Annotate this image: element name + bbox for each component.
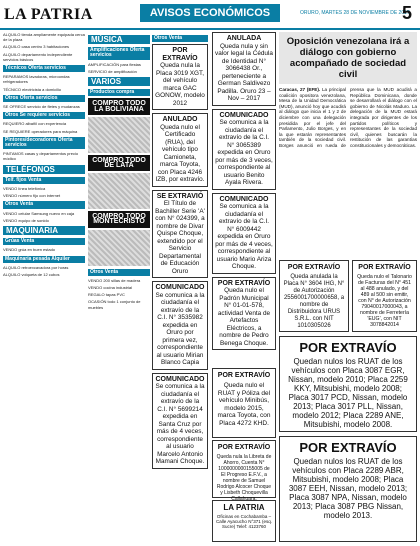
notice-box xyxy=(212,368,276,438)
list-item: ALQUILO volqueta de 12 cubos xyxy=(3,272,60,278)
section-title: AVISOS ECONÓMICOS xyxy=(140,4,280,22)
notice-text: Se comunica a la ciudadanía el extravío de la C.I. N° 5699214 expedida en Santa Cruz por más de 4 veces, correspondiente al usuario Marcelo Antonio Mamani Choque. xyxy=(155,383,205,466)
list-item: VENDO línea telefónica xyxy=(3,186,46,192)
notice-text: Quedan nulos los RUAT de los vehículos con Placa 2289 ABR, Mitsubishi, modelo 2008; Placa 3087 EEH, Nissan, modelo 2013; Placa 3087 NPA, Nissan, modelo 2013; Placa 3087 PBG Nissan, modelo 2013. xyxy=(288,457,408,520)
ad-image xyxy=(88,173,150,209)
list-item: VENDO equipo de sonido xyxy=(3,217,49,223)
notice-text: Queda nulo el Certificado (RUA), del vehículo tipo Camioneta, marca Toyota, con Placa 4246 IZB, por extravío. xyxy=(155,123,205,184)
notice-text: Queda nula la Placa 3019 XGT, del vehículo marca GAC GONOW, modelo 2012 xyxy=(155,62,205,107)
list-item: ALQUILO departamento independiente servicios básicos xyxy=(3,51,73,62)
notice-title: POR EXTRAVÍO xyxy=(299,340,397,355)
notice-text: Queda nulo el RUAT y Póliza del vehículo Minibús, modelo 2015, marca Toyota, con Placa 4272 KHD. xyxy=(217,382,271,427)
list-item: SE OFRECE servicio de fletes y mudanzas xyxy=(3,104,80,110)
notice-box xyxy=(212,440,276,502)
notice-title: COMUNICADO xyxy=(219,195,269,203)
publisher-name: LA PATRIA xyxy=(223,503,265,512)
issue-date: ORURO, MARTES 28 DE NOVIEMBRE DE 2017 xyxy=(300,10,410,16)
notice-title: COMUNICADO xyxy=(155,284,205,292)
notice-title: ANULADA xyxy=(226,35,262,42)
notice-text: Queda nulo el Talonario de Facturas del N° 451 al 488 anulado, y del 489 al 500 sin emitir, con N° de Autorización 79040017000043, a nombre de Ferretería 'EUG', con NIT 3078842014 xyxy=(357,274,412,328)
category-heading: Maquinaria pesada Alquiler xyxy=(3,256,85,263)
category-heading: Amplificaciones Oferta servicios xyxy=(88,47,150,59)
notice-text: Se comunica a la ciudadanía el extravío de la C.I. N° 3535982 expedida en Oruro por primera vez, correspondiente al usuario Mirian Blanco Capia xyxy=(155,291,205,367)
display-ad: COMPRO TODO MONTECRISTO xyxy=(88,211,150,227)
list-item: REQUIERO albañil con experiencia xyxy=(3,121,67,127)
notice-text: Queda anulada la Placa N° 3604 IHG, N° de Autorización 2556001700000658, a nombre de Distribuidora URUS S.R.L. con NIT 1010305026 xyxy=(283,274,345,329)
newspaper-logo: LA PATRIA xyxy=(4,6,93,23)
publisher-address: Oficinas en Cochabamba – Calle Ayacucho N°371 (esq. Sucre) Telef: 4123760 xyxy=(216,514,272,529)
category-heading: MÚSICA xyxy=(88,35,150,44)
ad-image xyxy=(88,230,150,266)
display-ad: COMPRO TODO LA BOLIVIANA xyxy=(88,98,150,114)
category-heading: VARIOS xyxy=(88,77,150,86)
category-heading: Técnicos Oferta servicios xyxy=(3,65,85,72)
list-item: VENDO número fijo con internet xyxy=(3,193,61,199)
article-body xyxy=(279,87,417,149)
notice-text: Se comunica a la ciudadanía el extravío de la C.I. N° 6009442 expedida en Oruro por más de 4 veces, correspondiente al usuario Mario Ariza Choque. xyxy=(215,203,273,270)
notice-title: COMUNICADO xyxy=(219,111,269,119)
column-notices-1 xyxy=(152,32,208,542)
notice-title: POR EXTRAVÍO xyxy=(217,279,271,287)
column-notices-2 xyxy=(212,32,276,362)
notice-title: COMUNICADO xyxy=(155,375,205,383)
category-heading: Grúas Venta xyxy=(3,238,85,245)
category-heading: Telf. fijos Venta xyxy=(3,177,85,184)
column-classifieds-1 xyxy=(3,32,85,542)
list-item: REGALO tapas PVC xyxy=(88,292,125,298)
notice-text: Queda nula la Libreta de Ahorro, Cuenta N° 1000000000155005 de El Progreso E.F.V., a nombre de Samuel Rodrigo Alcocer Choque y Lisbeth Choquevilla Callahuara. xyxy=(216,454,272,502)
list-item: PINTAMOS casas y departamentos precio módico xyxy=(3,151,79,162)
column-classifieds-2 xyxy=(88,32,150,542)
category-heading: Productos compra xyxy=(88,89,150,96)
notice-text: El Título de Bachiller Serie 'A' con N° 024399, a nombre de Divar Quispe Choque, extendido por el Servicio Departamental de Educación Oruro xyxy=(155,200,205,275)
list-item: SERVICIO de amplificación xyxy=(88,68,137,74)
list-item: VENDO celular Samsung nuevo en caja xyxy=(3,210,75,216)
notice-text: Se comunica a la ciudadanía el extravío de la C.I. N° 3065389 expedida en Oruro por más de 3 veces, correspondiente al usuario Benito Ayala Rivera. xyxy=(215,119,273,186)
category-heading: Otros Venta xyxy=(152,35,208,42)
page-number: 5 xyxy=(402,3,413,23)
notice-box xyxy=(152,281,208,370)
list-item: AMPLIFICACIÓN para fiestas xyxy=(88,61,141,67)
notice-box-large xyxy=(279,336,417,432)
list-item: ALQUILO casa centro 3 habitaciones xyxy=(3,44,70,50)
list-item: SE REQUIERE operadores para máquina xyxy=(3,128,78,134)
display-ad: COMPRO TODO DE LATA xyxy=(88,155,150,171)
list-item: REPARAMOS lavadoras, microondas refrigeradores xyxy=(3,74,70,85)
notice-text: Queda nula y sin valor legal la Cédula de Identidad N° 3066438 Or., perteneciente a German Saldivezo Padilla. Oruro 23 – Nov – 2017 xyxy=(215,42,273,102)
article-headline: Oposición venezolana irá a diálogo con gobierno acompañado de sociedad civil xyxy=(279,32,417,84)
notice-title: POR EXTRAVÍO xyxy=(358,264,411,271)
notice-box xyxy=(352,260,417,332)
category-heading: Otros Oferta servicios xyxy=(3,95,85,102)
notice-box xyxy=(152,190,208,279)
ad-image xyxy=(88,117,150,153)
publisher-box xyxy=(212,500,276,542)
category-heading: TELÉFONOS xyxy=(3,165,85,174)
list-item: ALQUILO tienda ampliamente equipada cerca de la plaza xyxy=(3,32,85,43)
notice-box xyxy=(212,193,276,274)
notice-title: POR EXTRAVÍO xyxy=(217,444,271,451)
list-item: VENDO grúa en buen estado xyxy=(3,247,56,253)
notice-box xyxy=(212,109,276,190)
notice-title: SE EXTRAVIÓ xyxy=(156,192,204,200)
category-heading: Otros Venta xyxy=(88,269,150,276)
list-item: VENDO cocina industrial xyxy=(88,285,133,291)
notice-title: POR EXTRAVÍO xyxy=(299,440,397,455)
notice-text: Queda nulo el Padrón Municipal N° 01-01-578, actividad Venta de Artefactos Eléctricos, a nombre de Pedro Benega Choque. xyxy=(217,287,271,347)
list-item: VENDO 200 sillas de madera xyxy=(88,277,141,283)
list-item: ALQUILO retroexcavadora por horas xyxy=(3,264,69,270)
category-heading: Otros Se requiere servicios xyxy=(3,112,85,119)
category-heading: Pintores/decoradores Oferta servicios xyxy=(3,137,85,149)
notice-title: POR EXTRAVÍO xyxy=(287,264,341,271)
list-item: OCASIÓN todo 1 conjunto de muebles xyxy=(88,299,141,310)
article-text: La principal coalición opositora venezolana, Mesa de la Unidad Democrática (MUD), anunció hoy que acudirá al diálogo que inicia el 1 y 2 de diciembre con una delegación presidida por el jefe del Parlamento, Julio Borges, y en la que estarán representantes también de la sociedad civil. Borges anunció en rueda de prensa que la MUD acudirá a República Dominicana, donde se desarrollará el diálogo con el gobierno de Nicolás Maduro. La delegación de la MUD estará integrada por dirigentes de los partidos políticos y representantes de la sociedad civil, quienes buscarán la restitución de las garantías constitucionales y democráticas. xyxy=(279,87,417,148)
list-item: TÉCNICO electricista a domicilio xyxy=(3,86,62,92)
notice-box xyxy=(152,44,208,110)
article-dateline: Caracas, 27 (EFE). xyxy=(279,87,321,92)
page-header xyxy=(0,0,420,30)
notice-title: POR EXTRAVÍO xyxy=(217,372,271,379)
category-heading: Otros Venta xyxy=(3,201,85,208)
notice-title: ANULADO xyxy=(162,116,198,124)
news-article xyxy=(279,32,417,257)
notice-title: POR EXTRAVÍO xyxy=(162,47,198,62)
notice-box xyxy=(152,373,208,469)
notice-box-large xyxy=(279,436,417,542)
category-heading: MAQUINARIA xyxy=(3,226,85,235)
notice-box xyxy=(212,32,276,106)
notice-text: Quedan nulos los RUAT de los vehículos con Placa 3087 EGR, Nissan, modelo 2010; Placa 2259 KKY, Mitsubishi, modelo 2008; Placa 3017 PCD, Nissan, modelo 2013; Placa 3017 PLL, Nissan, modelo 2012; Placa 2289 ANE, Mitsubishi, modelo 2008. xyxy=(288,357,408,429)
notice-box xyxy=(152,113,208,187)
notice-box xyxy=(212,277,276,351)
notice-box xyxy=(279,260,349,332)
